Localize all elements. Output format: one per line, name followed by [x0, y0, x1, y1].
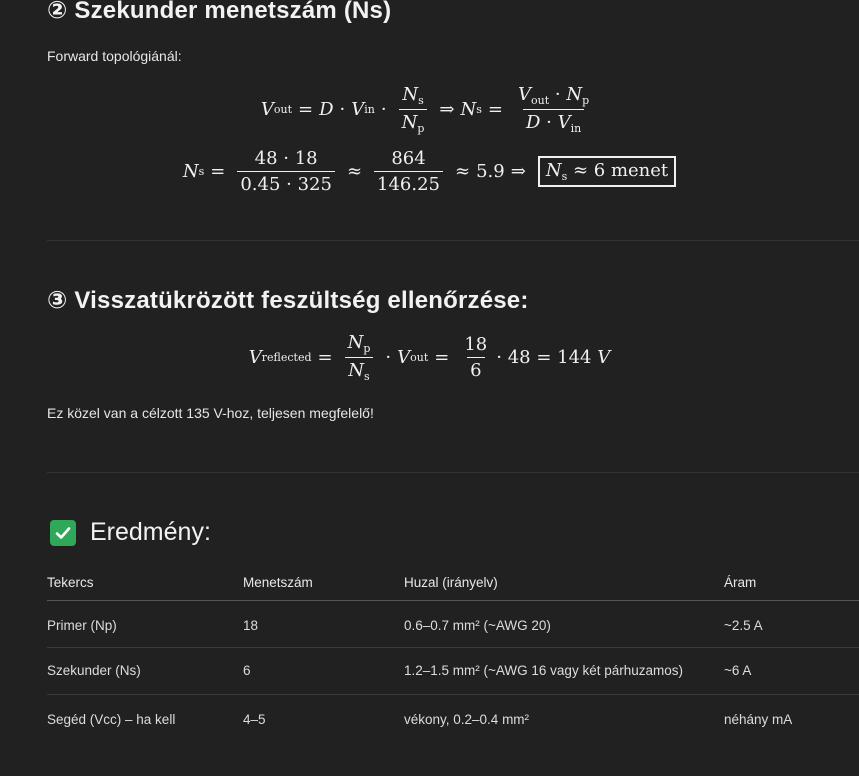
result-title: Eredmény: [90, 518, 211, 546]
equation-ns-calculation: N s = $\frac{48 \cdot 18}{0.45 \cdot 325}$ ≈ $\frac{864}{146.25}$ ≈ 5.9 ⇒ $N_s \approx 6$ menet [0, 148, 859, 195]
equation-reflected-voltage: V reflected = $\frac{N_p}{N_s}$ · V out = $\frac{18}{6}$ · 48 = 144 V [248, 332, 611, 383]
table-row [47, 695, 859, 742]
forward-topology-intro: Forward topológiánál: [47, 48, 182, 64]
divider [47, 472, 859, 473]
winding-table [47, 564, 859, 741]
equation-ns-formula: V out = D · V in · $\frac{N_s}{N_p}$ ⇒ N s = $\frac{V_{out} \cdot N_p}{D \cdot V_{in}}$ [260, 84, 590, 135]
table-cell: Szekunder (Ns) [47, 648, 243, 695]
table-cell: ~6 A [724, 648, 859, 695]
table-cell: 18 [243, 601, 404, 648]
table-cell: vékony, 0.2–0.4 mm² [404, 712, 530, 727]
divider [47, 240, 859, 241]
table-cell: 0.6–0.7 mm² (~AWG 20) [404, 601, 724, 648]
column-header: Menetszám [243, 564, 404, 601]
column-header: Tekercs [47, 564, 243, 601]
section-heading-secondary-turns: ② Szekunder menetszám (Ns) [47, 0, 392, 24]
table-row [47, 601, 859, 648]
result-heading [50, 518, 211, 547]
column-header: Áram [724, 564, 859, 601]
table-cell: Primer (Np) [47, 601, 243, 648]
table-cell: 4–5 [243, 712, 266, 727]
table-cell: néhány mA [724, 712, 793, 727]
table-cell: 6 [243, 648, 404, 695]
table-cell: 1.2–1.5 mm² (~AWG 16 vagy két párhuzamos) [404, 648, 724, 695]
table-cell: ~2.5 A [724, 601, 859, 648]
table-header-row [47, 564, 859, 601]
table-row [47, 648, 859, 695]
column-header: Huzal (irányelv) [404, 564, 724, 601]
reflected-voltage-note: Ez közel van a célzott 135 V-hoz, teljesen megfelelő! [47, 405, 374, 421]
table-cell: Segéd (Vcc) – ha kell [47, 712, 176, 727]
check-mark-icon [50, 520, 76, 546]
section-heading-reflected-voltage: ③ Visszatükrözött feszültség ellenőrzése: [47, 287, 529, 314]
boxed-result-ns: $N_s \approx 6$ menet [538, 156, 676, 187]
